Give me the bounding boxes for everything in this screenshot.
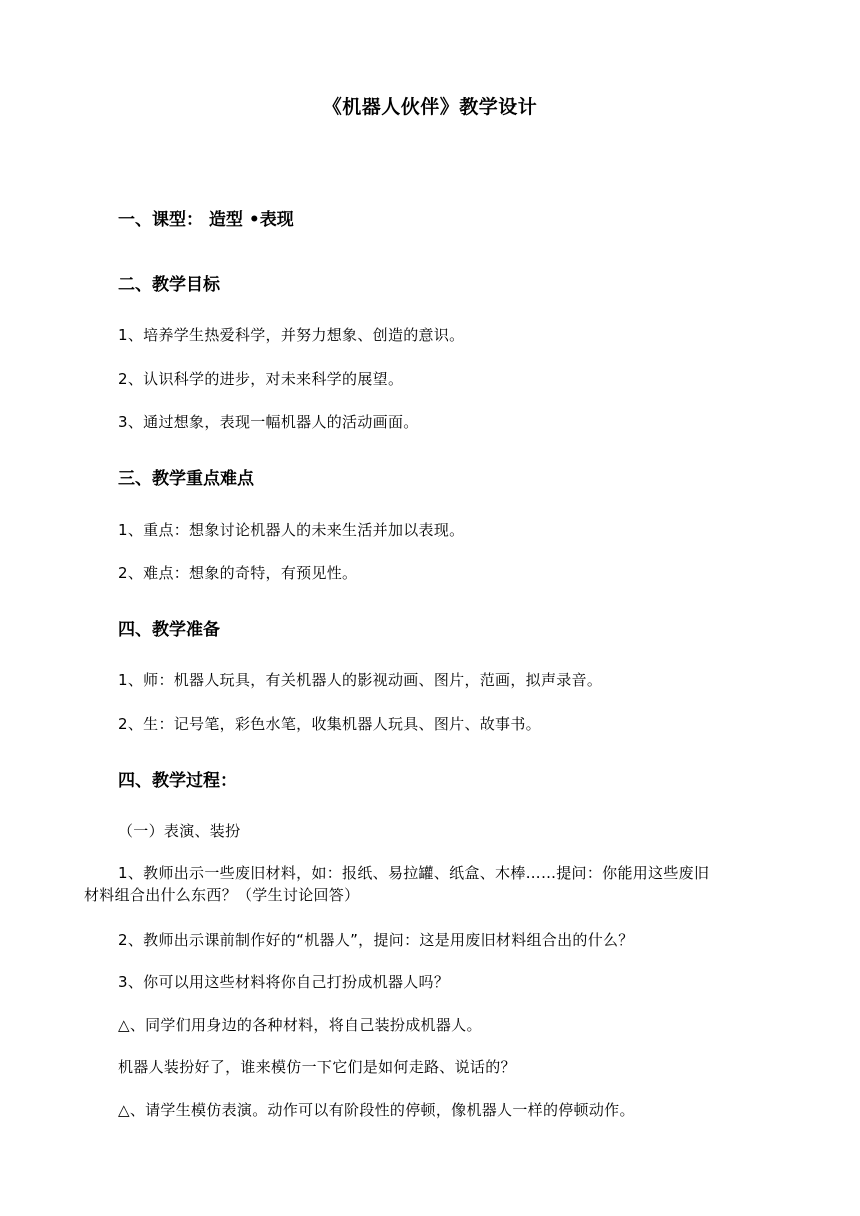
process-paragraph: 3、你可以用这些材料将你自己打扮成机器人吗？ bbox=[118, 973, 450, 991]
process-paragraph: 2、教师出示课前制作好的“机器人”，提问：这是用废旧材料组合出的什么？ bbox=[118, 931, 634, 949]
key-point-item: 1、重点：想象讨论机器人的未来生活并加以表现。 bbox=[118, 521, 465, 539]
process-paragraph: 1、教师出示一些废旧材料，如：报纸、易拉罐、纸盒、木棒……提问：你能用这些废旧 bbox=[118, 864, 710, 882]
preparation-item: 2、生：记号笔，彩色水笔，收集机器人玩具、图片、故事书。 bbox=[118, 715, 541, 733]
process-paragraph: △、同学们用身边的各种材料，将自己装扮成机器人。 bbox=[118, 1016, 482, 1034]
process-paragraph-continued: 材料组合出什么东西？（学生讨论回答） bbox=[84, 886, 360, 904]
key-point-item: 2、难点：想象的奇特，有预见性。 bbox=[118, 564, 358, 582]
process-paragraph: 机器人装扮好了，谁来模仿一下它们是如何走路、说话的？ bbox=[118, 1058, 516, 1076]
section-preparation-heading: 四、教学准备 bbox=[118, 620, 220, 640]
objective-item: 3、通过想象，表现一幅机器人的活动画面。 bbox=[118, 413, 419, 431]
objective-item: 1、培养学生热爱科学，并努力想象、创造的意识。 bbox=[118, 326, 465, 344]
section-objectives-heading: 二、教学目标 bbox=[118, 275, 220, 295]
preparation-item: 1、师：机器人玩具，有关机器人的影视动画、图片，范画，拟声录音。 bbox=[118, 671, 603, 689]
objective-item: 2、认识科学的进步，对未来科学的展望。 bbox=[118, 370, 404, 388]
section-key-points-heading: 三、教学重点难点 bbox=[118, 469, 254, 489]
document-title: 《机器人伙伴》教学设计 bbox=[322, 96, 538, 118]
process-subheading: （一）表演、装扮 bbox=[118, 822, 241, 840]
section-process-heading: 四、教学过程： bbox=[118, 771, 237, 791]
section-lesson-type: 一、课型： 造型 •表现 bbox=[118, 210, 294, 230]
process-paragraph: △、请学生模仿表演。动作可以有阶段性的停顿，像机器人一样的停顿动作。 bbox=[118, 1101, 635, 1119]
